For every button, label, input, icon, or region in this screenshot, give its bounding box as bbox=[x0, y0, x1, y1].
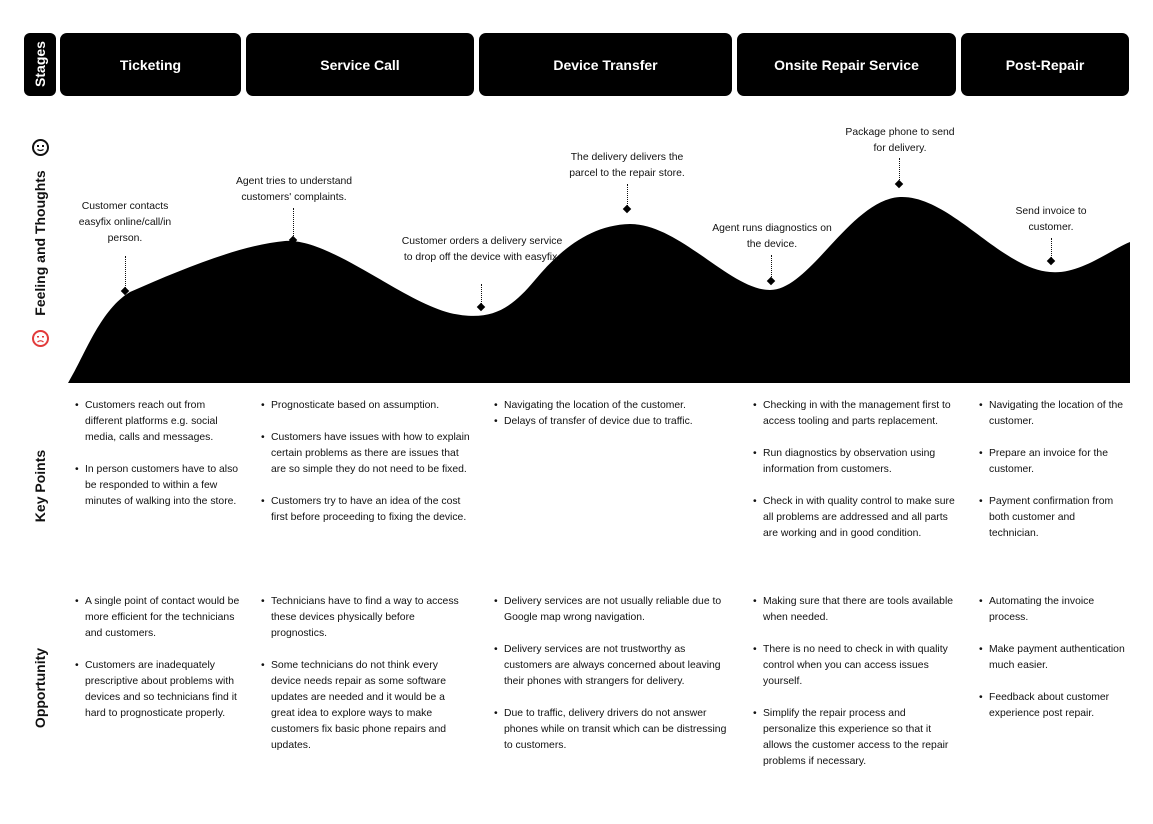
feeling-row-label: Feeling and Thoughts bbox=[32, 170, 48, 316]
feeling-note: Package phone to send for delivery. bbox=[845, 127, 955, 154]
feeling-note: The delivery delivers the parcel to the repair store. bbox=[569, 152, 685, 179]
feeling-note: Agent tries to understand customers' complaints. bbox=[235, 176, 353, 203]
key-points-device-transfer bbox=[494, 398, 726, 430]
list-item: • Customers try to have an idea of the cost first before proceeding to fixing the device. bbox=[261, 494, 471, 526]
list-item: • Feedback about customer experience post repair. bbox=[979, 690, 1131, 722]
list-item: • Simplify the repair process and personalize this experience so that it allows the customer access to the repair problems if necessary. bbox=[753, 706, 955, 770]
list-item: • Payment confirmation from both customer and technician. bbox=[979, 494, 1127, 542]
opportunity-onsite-repair bbox=[753, 594, 955, 786]
stages-row-label: Stages bbox=[32, 41, 48, 87]
list-item: • Delivery services are not trustworthy as customers are always concerned about leaving their phones with strangers for delivery. bbox=[494, 642, 728, 690]
key-points-post-repair bbox=[979, 398, 1127, 558]
list-item: • In person customers have to also be responded to within a few minutes of walking into the store. bbox=[75, 462, 240, 510]
opportunity-ticketing bbox=[75, 594, 240, 738]
list-item: • Technicians have to find a way to access these devices physically before prognostics. bbox=[261, 594, 466, 642]
stage-ticketing: Ticketing bbox=[60, 33, 241, 96]
list-item: • Navigating the location of the customer. bbox=[494, 398, 726, 414]
opportunity-device-transfer bbox=[494, 594, 728, 770]
list-item: • A single point of contact would be more efficient for the technicians and customers. bbox=[75, 594, 240, 642]
list-item: • Run diagnostics by observation using information from customers. bbox=[753, 446, 955, 478]
feeling-leader bbox=[293, 208, 294, 238]
list-item: • There is no need to check in with quality control when you can access issues yourself. bbox=[753, 642, 955, 690]
feeling-leader bbox=[899, 158, 900, 182]
list-item: • Customers have issues with how to explain certain problems as there are issues that are so simple they do not need to be fixed. bbox=[261, 430, 471, 478]
key-points-onsite-repair bbox=[753, 398, 955, 558]
key-points-row-label: Key Points bbox=[32, 449, 48, 523]
stage-service-call: Service Call bbox=[246, 33, 474, 96]
key-points-service-call bbox=[261, 398, 471, 542]
feeling-note: Agent runs diagnostics on the device. bbox=[712, 223, 832, 250]
opportunity-row-label: Opportunity bbox=[32, 647, 48, 729]
feeling-leader bbox=[125, 256, 126, 290]
list-item: • Checking in with the management first to access tooling and parts replacement. bbox=[753, 398, 955, 430]
key-points-ticketing bbox=[75, 398, 240, 526]
list-item: • Make payment authentication much easier. bbox=[979, 642, 1131, 674]
list-item: • Customers are inadequately prescriptive about problems with devices and so technicians find it hard to prognosticate properly. bbox=[75, 658, 240, 722]
list-item: • Delivery services are not usually reliable due to Google map wrong navigation. bbox=[494, 594, 728, 626]
stage-onsite-repair: Onsite Repair Service bbox=[737, 33, 956, 96]
list-item: • Delays of transfer of device due to traffic. bbox=[494, 414, 726, 430]
feeling-note: Send invoice to customer. bbox=[1015, 206, 1087, 233]
feeling-note: Customer orders a delivery service to drop off the device with easyfix. bbox=[401, 236, 563, 263]
list-item: • Prognosticate based on assumption. bbox=[261, 398, 471, 414]
feeling-note: Customer contacts easyfix online/call/in person. bbox=[78, 201, 172, 244]
stage-device-transfer: Device Transfer bbox=[479, 33, 732, 96]
list-item: • Making sure that there are tools available when needed. bbox=[753, 594, 955, 626]
list-item: • Prepare an invoice for the customer. bbox=[979, 446, 1127, 478]
list-item: • Check in with quality control to make sure all problems are addressed and all parts are working and in good condition. bbox=[753, 494, 955, 542]
emotion-curve-area bbox=[68, 197, 1130, 383]
feeling-leader bbox=[771, 255, 772, 279]
list-item: • Automating the invoice process. bbox=[979, 594, 1131, 626]
opportunity-service-call bbox=[261, 594, 466, 770]
opportunity-post-repair bbox=[979, 594, 1131, 738]
stage-post-repair: Post-Repair bbox=[961, 33, 1129, 96]
list-item: • Customers reach out from different platforms e.g. social media, calls and messages. bbox=[75, 398, 240, 446]
list-item: • Due to traffic, delivery drivers do not answer phones while on transit which can be distressing to customers. bbox=[494, 706, 728, 754]
list-item: • Some technicians do not think every device needs repair as some software updates are needed and it would be a great idea to explore ways to make customers fix basic phone repairs and updates. bbox=[261, 658, 466, 754]
list-item: • Navigating the location of the customer. bbox=[979, 398, 1127, 430]
